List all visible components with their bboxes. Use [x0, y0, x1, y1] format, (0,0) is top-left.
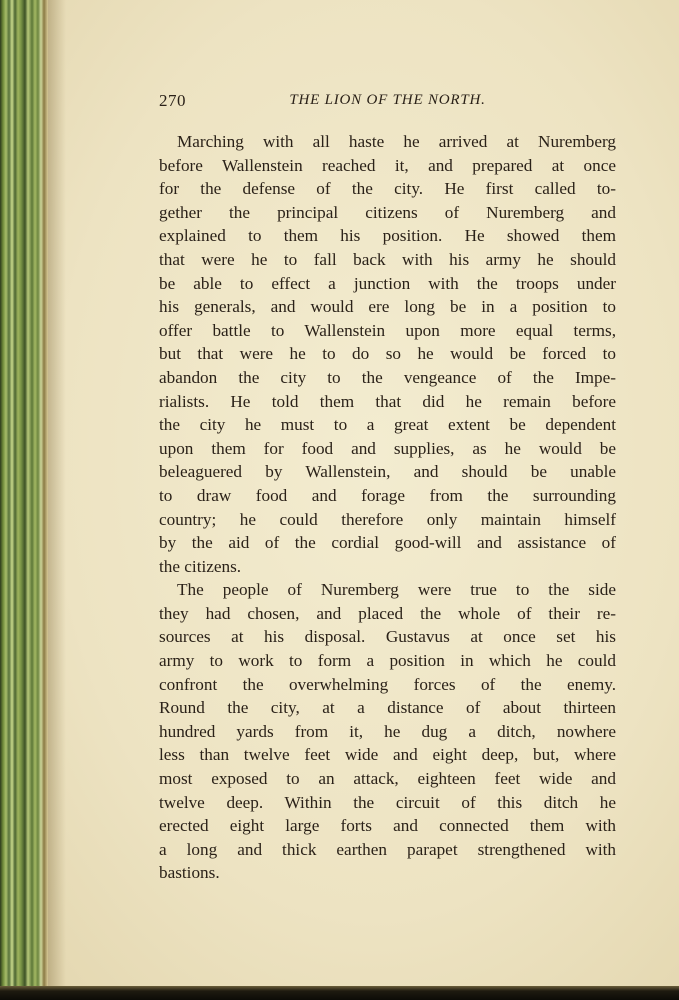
text-line: less than twelve feet wide and eight deep, but, where — [159, 745, 616, 765]
gutter-shadow — [48, 0, 66, 1000]
text-line: erected eight large forts and connected them with — [159, 816, 616, 836]
text-line: upon them for food and supplies, as he would be — [159, 438, 616, 458]
text-line: that were he to fall back with his army he should — [159, 249, 616, 269]
text-line: explained to them his position. He showed them — [159, 226, 616, 246]
text-line: beleaguered by Wallenstein, and should be unable — [159, 462, 616, 482]
scan-bottom-edge — [0, 986, 679, 1000]
text-line: the citizens. — [159, 556, 242, 576]
text-line: confront the overwhelming forces of the enemy. — [159, 674, 616, 694]
text-line: gether the principal citizens of Nuremberg and — [159, 202, 616, 222]
text-line: by the aid of the cordial good-will and assistance of — [159, 533, 616, 553]
text-line: a long and thick earthen parapet strengthened with — [159, 839, 616, 859]
text-line: Marching with all haste he arrived at Nuremberg — [177, 132, 616, 151]
book-binding — [0, 0, 48, 1000]
text-line: his generals, and would ere long be in a position to — [159, 297, 616, 317]
text-line: Round the city, at a distance of about thirteen — [159, 698, 616, 718]
text-line: abandon the city to the vengeance of the Impe- — [159, 367, 616, 387]
text-line: country; he could therefore only maintain himself — [159, 509, 616, 529]
text-line: be able to effect a junction with the troops under — [159, 273, 616, 293]
text-line: rialists. He told them that did he remain before — [159, 391, 616, 411]
text-line: before Wallenstein reached it, and prepared at once — [159, 155, 616, 175]
text-line: they had chosen, and placed the whole of their re- — [159, 603, 616, 623]
page-header — [159, 91, 616, 115]
text-line: the city he must to a great extent be dependent — [159, 415, 616, 435]
text-line: army to work to form a position in which he could — [159, 651, 616, 671]
text-line: bastions. — [159, 863, 220, 883]
text-line: for the defense of the city. He first called to- — [159, 179, 616, 199]
text-line: offer battle to Wallenstein upon more equal terms, — [159, 320, 616, 340]
text-line: but that were he to do so he would be forced to — [159, 344, 616, 364]
text-line: to draw food and forage from the surrounding — [159, 485, 616, 505]
page-number: 270 — [159, 91, 186, 110]
text-line: sources at his disposal. Gustavus at once set his — [159, 627, 616, 647]
text-line: The people of Nuremberg were true to the side — [177, 580, 616, 600]
text-line: most exposed to an attack, eighteen feet wide and — [159, 769, 616, 789]
text-line: twelve deep. Within the circuit of this ditch he — [159, 792, 616, 812]
body-text — [159, 130, 616, 885]
running-title: THE LION OF THE NORTH. — [289, 92, 486, 108]
text-line: hundred yards from it, he dug a ditch, nowhere — [159, 721, 616, 741]
